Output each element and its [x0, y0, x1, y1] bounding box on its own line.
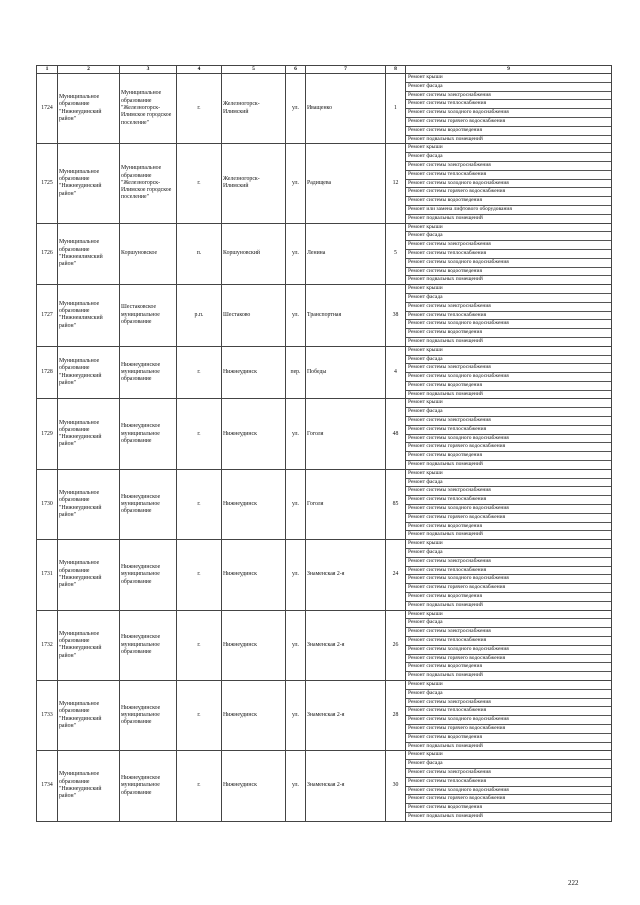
locality-type-cell: г. — [177, 74, 222, 144]
municipality-cell: Коршуновское — [120, 223, 177, 285]
street-cell: Знаменская 2-я — [306, 540, 386, 610]
work-item: Ремонт системы электроснабжения — [406, 364, 611, 373]
work-item: Ремонт системы электроснабжения — [406, 417, 611, 426]
column-header: 6 — [286, 66, 306, 74]
street-type-cell: ул. — [286, 223, 306, 285]
street-type-cell: ул. — [286, 285, 306, 347]
work-item: Ремонт фасада — [406, 408, 611, 417]
work-item: Ремонт крыши — [406, 540, 611, 549]
locality-cell: Нижнеудинск — [222, 469, 286, 539]
work-item: Ремонт фасада — [406, 232, 611, 241]
column-header: 3 — [120, 66, 177, 74]
house-number-cell: 48 — [386, 399, 406, 469]
works-list — [406, 540, 612, 610]
house-number-cell: 30 — [386, 751, 406, 821]
district-cell: Муниципальное образование "Нижнеудинский район" — [58, 751, 120, 821]
locality-cell: Нижнеудинск — [222, 399, 286, 469]
work-item: Ремонт крыши — [406, 751, 611, 760]
locality-type-cell: п. — [177, 223, 222, 285]
works-list — [406, 346, 612, 399]
locality-type-cell: г. — [177, 399, 222, 469]
work-item: Ремонт системы холодного водоснабжения — [406, 180, 611, 189]
municipality-cell: Нижнеудинское муниципальное образование — [120, 399, 177, 469]
row-number: 1725 — [37, 144, 58, 223]
work-item: Ремонт системы электроснабжения — [406, 558, 611, 567]
work-item: Ремонт системы теплоснабжения — [406, 426, 611, 435]
work-item: Ремонт системы теплоснабжения — [406, 778, 611, 787]
house-number-cell: 24 — [386, 540, 406, 610]
work-item: Ремонт фасада — [406, 294, 611, 303]
house-number-cell: 85 — [386, 469, 406, 539]
work-item: Ремонт системы холодного водоснабжения — [406, 435, 611, 444]
street-cell: Знаменская 2-я — [306, 751, 386, 821]
work-item: Ремонт системы водоотведения — [406, 663, 611, 672]
work-item: Ремонт системы теплоснабжения — [406, 707, 611, 716]
street-type-cell: ул. — [286, 469, 306, 539]
table-row — [37, 540, 612, 610]
work-item: Ремонт системы водоотведения — [406, 452, 611, 461]
work-item: Ремонт подвальных помещений — [408, 812, 483, 819]
locality-type-cell: р.п. — [177, 285, 222, 347]
work-item: Ремонт крыши — [406, 470, 611, 479]
work-item: Ремонт системы теплоснабжения — [406, 250, 611, 259]
house-number-cell: 1 — [386, 74, 406, 144]
street-cell: Радищева — [306, 144, 386, 223]
work-item: Ремонт системы электроснабжения — [406, 699, 611, 708]
work-item: Ремонт системы теплоснабжения — [406, 637, 611, 646]
column-header: 9 — [406, 66, 612, 74]
works-list — [406, 285, 612, 347]
row-number: 1727 — [37, 285, 58, 347]
street-cell: Иващенко — [306, 74, 386, 144]
work-item: Ремонт крыши — [406, 681, 611, 690]
work-item: Ремонт системы горячего водоснабжения — [406, 725, 611, 734]
work-item: Ремонт крыши — [406, 224, 611, 233]
locality-type-cell: г. — [177, 469, 222, 539]
work-item: Ремонт системы теплоснабжения — [406, 312, 611, 321]
work-item: Ремонт или замена лифтового оборудования — [406, 206, 611, 215]
works-list — [406, 680, 612, 750]
street-type-cell: ул. — [286, 540, 306, 610]
row-number: 1732 — [37, 610, 58, 680]
municipality-cell: Нижнеудинское муниципальное образование — [120, 610, 177, 680]
work-item: Ремонт фасада — [406, 760, 611, 769]
row-number: 1724 — [37, 74, 58, 144]
row-number: 1731 — [37, 540, 58, 610]
work-item: Ремонт крыши — [406, 285, 611, 294]
work-item: Ремонт крыши — [406, 611, 611, 620]
work-item: Ремонт системы горячего водоснабжения — [406, 514, 611, 523]
row-number: 1728 — [37, 346, 58, 399]
house-number-cell: 5 — [386, 223, 406, 285]
work-item: Ремонт системы электроснабжения — [406, 487, 611, 496]
works-list — [406, 469, 612, 539]
district-cell: Муниципальное образование "Нижнеудинский район" — [58, 144, 120, 223]
work-item: Ремонт подвальных помещений — [408, 742, 483, 749]
street-type-cell: ул. — [286, 399, 306, 469]
locality-type-cell: г. — [177, 680, 222, 750]
work-item: Ремонт системы водоотведения — [406, 127, 611, 136]
work-item: Ремонт системы водоотведения — [406, 197, 611, 206]
work-item: Ремонт подвальных помещений — [408, 672, 483, 679]
locality-cell: Коршуновский — [222, 223, 286, 285]
street-cell: Знаменская 2-я — [306, 680, 386, 750]
work-item: Ремонт системы водоотведения — [406, 329, 611, 338]
work-item: Ремонт системы горячего водоснабжения — [406, 188, 611, 197]
work-item: Ремонт системы холодного водоснабжения — [406, 716, 611, 725]
work-item: Ремонт системы водоотведения — [406, 804, 611, 813]
municipality-cell: Нижнеудинское муниципальное образование — [120, 469, 177, 539]
work-item: Ремонт системы теплоснабжения — [406, 100, 611, 109]
district-cell: Муниципальное образование "Нижнеудинский район" — [58, 74, 120, 144]
locality-type-cell: г. — [177, 610, 222, 680]
street-cell: Транспортная — [306, 285, 386, 347]
column-header: 7 — [306, 66, 386, 74]
street-cell: Знаменская 2-я — [306, 610, 386, 680]
table-row — [37, 285, 612, 347]
house-number-cell: 12 — [386, 144, 406, 223]
work-item: Ремонт системы водоотведения — [406, 523, 611, 532]
work-item: Ремонт системы холодного водоснабжения — [406, 109, 611, 118]
district-cell: Муниципальное образование "Нижнеудинский район" — [58, 540, 120, 610]
column-header: 2 — [58, 66, 120, 74]
work-item: Ремонт подвальных помещений — [408, 461, 483, 468]
work-item: Ремонт подвальных помещений — [408, 601, 483, 608]
work-item: Ремонт подвальных помещений — [408, 276, 483, 283]
work-item: Ремонт системы электроснабжения — [406, 303, 611, 312]
work-item: Ремонт фасада — [406, 153, 611, 162]
work-item: Ремонт системы горячего водоснабжения — [406, 443, 611, 452]
work-item: Ремонт системы электроснабжения — [406, 92, 611, 101]
table-row — [37, 346, 612, 399]
street-cell: Гоголя — [306, 469, 386, 539]
works-list — [406, 144, 612, 223]
work-item: Ремонт системы теплоснабжения — [406, 496, 611, 505]
column-header: 8 — [386, 66, 406, 74]
work-item: Ремонт фасада — [406, 549, 611, 558]
work-item: Ремонт системы теплоснабжения — [406, 567, 611, 576]
work-item: Ремонт системы водоотведения — [406, 268, 611, 277]
works-list — [406, 751, 612, 821]
district-cell: Муниципальное образование "Нижнеудинский район" — [58, 469, 120, 539]
municipality-cell: Нижнеудинское муниципальное образование — [120, 540, 177, 610]
work-item: Ремонт системы холодного водоснабжения — [406, 787, 611, 796]
house-number-cell: 26 — [386, 610, 406, 680]
page-number: 222 — [568, 879, 579, 887]
work-item: Ремонт крыши — [406, 144, 611, 153]
work-item: Ремонт фасада — [406, 356, 611, 365]
street-type-cell: пер. — [286, 346, 306, 399]
municipality-cell: Нижнеудинское муниципальное образование — [120, 346, 177, 399]
work-item: Ремонт системы холодного водоснабжения — [406, 505, 611, 514]
municipality-cell: Шестаковское муниципальное образование — [120, 285, 177, 347]
locality-cell: Нижнеудинск — [222, 540, 286, 610]
locality-type-cell: г. — [177, 144, 222, 223]
table-row — [37, 399, 612, 469]
works-list — [406, 610, 612, 680]
work-item: Ремонт крыши — [406, 399, 611, 408]
work-item: Ремонт фасада — [406, 83, 611, 92]
locality-cell: Железногорск-Илимский — [222, 74, 286, 144]
work-item: Ремонт системы холодного водоснабжения — [406, 373, 611, 382]
locality-cell: Нижнеудинск — [222, 680, 286, 750]
column-header: 5 — [222, 66, 286, 74]
work-item: Ремонт системы электроснабжения — [406, 628, 611, 637]
street-type-cell: ул. — [286, 751, 306, 821]
works-list — [406, 399, 612, 469]
work-item: Ремонт подвальных помещений — [408, 214, 483, 221]
district-cell: Муниципальное образование "Нижнеилимский район" — [58, 223, 120, 285]
locality-cell: Шестаково — [222, 285, 286, 347]
row-number: 1729 — [37, 399, 58, 469]
district-cell: Муниципальное образование "Нижнеудинский район" — [58, 399, 120, 469]
work-item: Ремонт системы теплоснабжения — [406, 171, 611, 180]
work-item: Ремонт фасада — [406, 479, 611, 488]
work-item: Ремонт системы водоотведения — [406, 382, 611, 391]
work-item: Ремонт подвальных помещений — [408, 531, 483, 538]
work-item: Ремонт системы горячего водоснабжения — [406, 655, 611, 664]
work-item: Ремонт системы горячего водоснабжения — [406, 118, 611, 127]
table-row — [37, 610, 612, 680]
municipality-cell: Нижнеудинское муниципальное образование — [120, 751, 177, 821]
column-header: 4 — [177, 66, 222, 74]
locality-cell: Нижнеудинск — [222, 610, 286, 680]
work-item: Ремонт подвальных помещений — [408, 390, 483, 397]
district-cell: Муниципальное образование "Нижнеудинский район" — [58, 346, 120, 399]
row-number: 1734 — [37, 751, 58, 821]
work-item: Ремонт системы холодного водоснабжения — [406, 320, 611, 329]
district-cell: Муниципальное образование "Нижнеилимский район" — [58, 285, 120, 347]
table-row — [37, 680, 612, 750]
locality-cell: Железногорск-Илимский — [222, 144, 286, 223]
work-item: Ремонт системы электроснабжения — [406, 162, 611, 171]
work-item: Ремонт фасада — [406, 690, 611, 699]
work-item: Ремонт системы холодного водоснабжения — [406, 259, 611, 268]
work-item: Ремонт системы горячего водоснабжения — [406, 795, 611, 804]
work-item: Ремонт системы электроснабжения — [406, 241, 611, 250]
street-type-cell: ул. — [286, 610, 306, 680]
work-item: Ремонт подвальных помещений — [408, 135, 483, 142]
row-number: 1733 — [37, 680, 58, 750]
work-item: Ремонт подвальных помещений — [408, 337, 483, 344]
locality-type-cell: г. — [177, 346, 222, 399]
locality-type-cell: г. — [177, 540, 222, 610]
work-item: Ремонт фасада — [406, 619, 611, 628]
district-cell: Муниципальное образование "Нижнеудинский район" — [58, 610, 120, 680]
street-type-cell: ул. — [286, 680, 306, 750]
street-type-cell: ул. — [286, 144, 306, 223]
street-cell: Ленина — [306, 223, 386, 285]
municipality-cell: Нижнеудинское муниципальное образование — [120, 680, 177, 750]
work-item: Ремонт крыши — [406, 347, 611, 356]
table-row — [37, 223, 612, 285]
locality-cell: Нижнеудинск — [222, 751, 286, 821]
house-number-cell: 4 — [386, 346, 406, 399]
locality-cell: Нижнеудинск — [222, 346, 286, 399]
house-number-cell: 28 — [386, 680, 406, 750]
table-row — [37, 469, 612, 539]
works-list — [406, 223, 612, 285]
work-item: Ремонт системы водоотведения — [406, 734, 611, 743]
header-row — [37, 66, 612, 74]
table-row — [37, 74, 612, 144]
repair-program-table — [36, 65, 612, 822]
street-type-cell: ул. — [286, 74, 306, 144]
work-item: Ремонт системы горячего водоснабжения — [406, 584, 611, 593]
work-item: Ремонт системы холодного водоснабжения — [406, 575, 611, 584]
house-number-cell: 38 — [386, 285, 406, 347]
column-header: 1 — [37, 66, 58, 74]
row-number: 1726 — [37, 223, 58, 285]
row-number: 1730 — [37, 469, 58, 539]
work-item: Ремонт системы электроснабжения — [406, 769, 611, 778]
locality-type-cell: г. — [177, 751, 222, 821]
municipality-cell: Муниципальное образование "Железногорск-Илимское городское поселение" — [120, 74, 177, 144]
work-item: Ремонт крыши — [406, 74, 611, 83]
work-item: Ремонт системы водоотведения — [406, 593, 611, 602]
municipality-cell: Муниципальное образование "Железногорск-Илимское городское поселение" — [120, 144, 177, 223]
table-row — [37, 751, 612, 821]
street-cell: Гоголя — [306, 399, 386, 469]
works-list — [406, 74, 612, 144]
work-item: Ремонт системы холодного водоснабжения — [406, 646, 611, 655]
street-cell: Победы — [306, 346, 386, 399]
table-row — [37, 144, 612, 223]
district-cell: Муниципальное образование "Нижнеудинский район" — [58, 680, 120, 750]
